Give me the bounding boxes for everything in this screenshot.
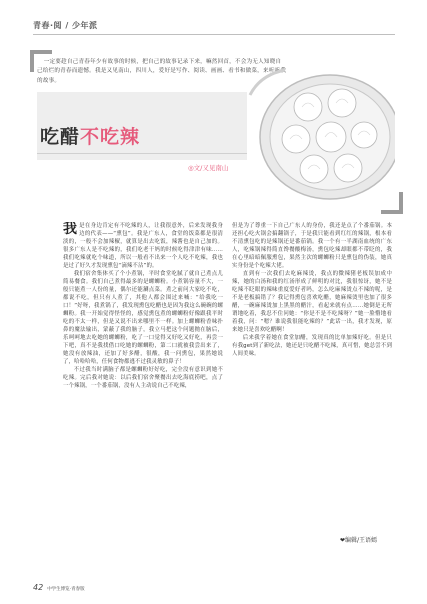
steamed-buns-illustration (230, 55, 395, 205)
title-accent: 不吃辣 (80, 126, 141, 148)
article-column-right (232, 222, 392, 547)
paragraph: 我们宿舍集体买了个小煮锅，平时食堂吃腻了就自己煮点儿简易餐食。我们自己煮得最多的是螺蛳粉。小煮锅容量不大，一般只能煮一人份的量，偶尔还能涮点菜。煮之前问大家吃不吃，都说不吃，但只有人煮了，其他人都会围过来喊：“给我吃一口！”好呀，我煮锅了，我发现熏包吃醋也是因为我这么碗碗的螺蛳粉。我一开始觉得怪怪的，感觉熏包煮的螺蛳粉好像跟我平时吃的不太一样，但是又说不出来哪里不一样。加上螺蛳粉香味扑鼻的魔法输出，蒙蔽了我的脑子，我立马把这个问题抛在脑后，乐呵呵地去吃她的螺蛳粉，吃了一口觉得又好吃又好吃，再尝一下吧，真不是我找借口吃她的螺蛳粉，第二口就被我尝出来了，她没有放辣油，还加了好多醋，很酸，我一问熏包，果然她说了，哈哈哈哈，任何食物都逃不过我灵敏的鼻子！ (63, 271, 223, 365)
paragraph: 直到有一次我们去吃麻辣烫，我点的微辣猪老板误加成中辣，她的白汤和我的红汤形成了鲜明的对比，我很惊讶，她不是吃辣不眨眼的辣味重度爱好者吗，怎么吃麻辣烫点不辣的呢，是不是老板搞错了？我记得熏包喜欢吃醋，她麻辣烫里也加了很多醋，一碗麻辣烫加上黑黑的醋汁，看起来就有点……她倒是无所谓地吃着，我忍不住问她：“你是不是不吃辣呀？”她一脸懵地看着我，问：“嗯？谁说我很能吃辣的？”此话一出，我才发现，原来她只是喜欢吃醋啊！ (232, 271, 392, 333)
publication-name: 中学生博览·青春版 (47, 587, 85, 592)
page-footer (33, 583, 85, 592)
article-column-left (63, 222, 223, 547)
article-body (63, 222, 393, 547)
drop-cap: 我 (63, 222, 78, 237)
article-byline: ◎文/又见南山 (188, 164, 229, 172)
paragraph (63, 222, 223, 270)
section-header: 青春·阅 / 少年派 (33, 21, 98, 30)
header-divider (33, 34, 395, 35)
article-title (40, 122, 140, 149)
paragraph: 不过我当时满脑子都是螺蛳粉好好吃，完全没有意识到她不吃辣。完后我对她说：以后我们宿舍聚餐出去吃海底捞吧，点了一个辣锅，一个番茄锅，没有人主动说自己不吃辣， (63, 367, 223, 389)
title-main: 吃醋 (40, 126, 81, 148)
paragraph: 后来我学着她在食堂加醋，发现真的比单加辣好吃。但是只有我get到了新吃法，她还是只吃醋不吃辣，真可惜，她总尝不到人间美味。 (232, 335, 392, 357)
author-intro-text: 一定要趁自己青春年少有故事的时候，把自己的故事记录下来，嘛然回首，不会为无人知晓自己给烂的青春而遗憾。我是又见南山，四川人，爱好是写作、阅读、画画、看书和做菜，来听听我的故事。 (37, 59, 287, 84)
title-divider (37, 153, 247, 154)
paragraph-text: 是在身边肯定有不吃辣的人，让我很意外，后来发现我身边的代表——“熏包”。我是广东人，食堂的饭菜都是很清淡的，一般不会加辣椒，就算是出去吃饭，辣酱也是自己加的。很多广东人是不吃辣的，我们吃老干妈的时候吃得津津有味……我们吃辣就吃个味道，所以一般看不出来一个人吃不吃辣，我也是过了好久才发现熏包“滴辣不沾”的。 (63, 223, 223, 269)
editor-credit: ❤编辑/王语嫣 (340, 537, 378, 544)
page-number: 42 (33, 583, 44, 592)
paragraph: 但是为了尊重一下自己广东人的身份，我还是点了个番茄锅。本还担心吃火锅会搞翻锅子，于是我只能看到红红的辣锅，根本看不清熏包吃的是辣锅还是番茄锅。我一个有一半湖南血统的广东人，吃辣锅辣得简直馋餐酸梅汤，熏包吃辣却眼都不带眨的，我在心里暗暗佩服熏包，果然主次的螺蛳粉只是熏包的伪装，她真实身份是个吃辣大佬。 (232, 223, 392, 269)
